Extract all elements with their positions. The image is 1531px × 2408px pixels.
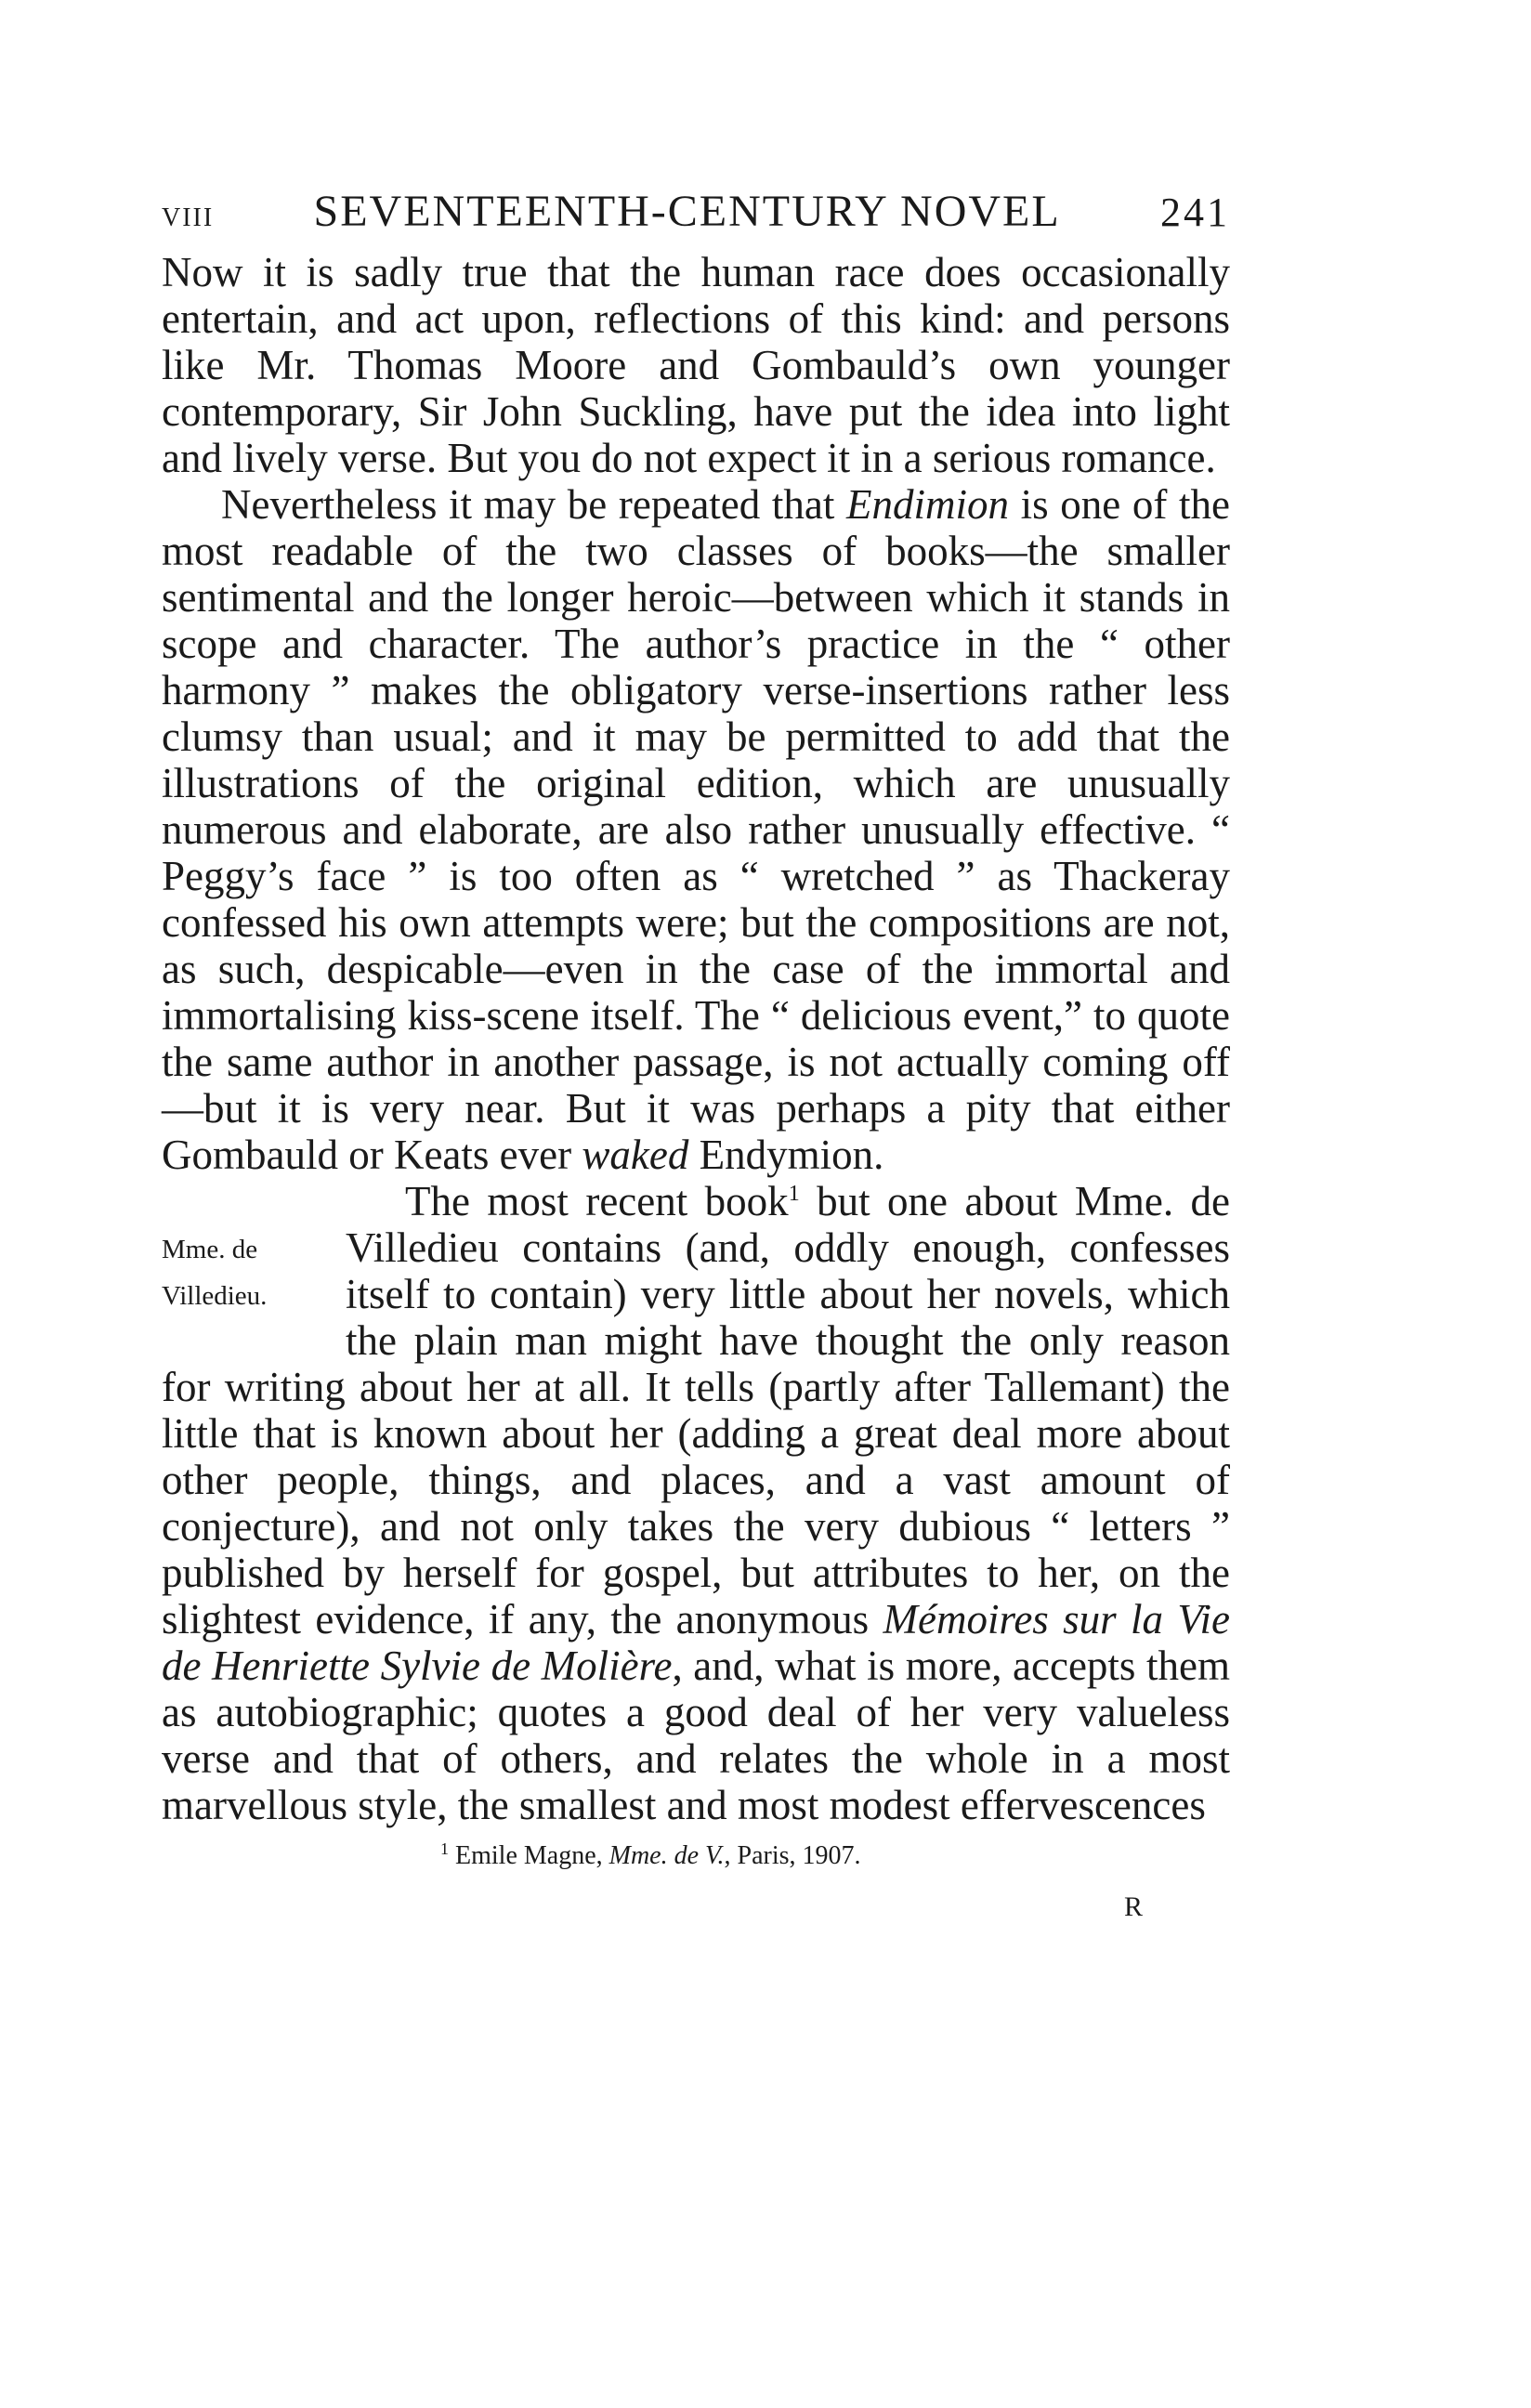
chapter-number: VIII <box>162 203 215 232</box>
footnote-title: Mme. de V. <box>608 1841 725 1870</box>
title-memoires: Mémoires sur la Vie de Henriette Sylvie de Molière <box>162 1596 1231 1689</box>
paragraph-3-text-b: but one about Mme. de Villedieu contains (and, oddly enough, confesses itself to contain) very little about her novels, which the plain man might have thought the only reason for writing about her at all. It tells (partly after Tallemant) the little that is known about her (adding a great deal more about other people, things, and places, and a vast amount of conjecture), and not only takes the very dubious “ letters ” published by herself for gospel, but attributes to her, on the slightest evidence, if any, the anonymous <box>162 1178 1230 1642</box>
margin-note-line-2: Villedieu. <box>162 1281 268 1311</box>
running-title: SEVENTEENTH-CENTURY NOVEL <box>313 187 1061 236</box>
paragraph-2-text-c: is one of the most readable of the two classes of books—the smaller sentimental and the longer heroic—between which it stands in scope and character. The author’s practice in the “ other harmony ” makes the obligatory verse-insertions rather less clumsy than usual; and it may be permitted to add that the illustrations of the original edition, which are unusually numerous and elaborate, are also rather unusually effective. “ Peggy’s face ” is too often as “ wretched ” as Thackeray confessed his own attempts were; but the compositions are not, as such, despicable—even in the case of the immortal and immortalising kiss-scene itself. The “ delicious event,” to quote the same author in another passage, is not actually coming off—but it is very near. But it was perhaps a pity that either Gombauld or Keats ever <box>162 481 1230 1178</box>
body-text <box>162 249 1230 1828</box>
book-page <box>162 186 1230 1923</box>
title-endimion: Endimion <box>846 481 1010 528</box>
paragraph-1: Now it is sadly true that the human race does occasionally entertain, and act upon, reflections of this kind: and persons like Mr. Thomas Moore and Gombauld’s own younger contemporary, Sir John Suckling, have put the idea into light and lively verse. But you do not expect it in a serious romance. <box>162 249 1230 481</box>
paragraph-2 <box>162 481 1230 1178</box>
signature-mark: R <box>1124 1891 1144 1922</box>
paragraph-3-text-d: , and, what is more, accepts them as autobiographic; quotes a good deal of her very valueless verse and that of others, and relates the whole in a most marvellous style, the smallest and most modest effervescences <box>162 1642 1231 1828</box>
footnote-reference: 1 <box>788 1182 800 1206</box>
running-header <box>162 186 1230 249</box>
margin-note <box>162 1178 346 1319</box>
footnote-marker: 1 <box>440 1839 449 1858</box>
footnote-text-a: Emile Magne, <box>449 1841 609 1870</box>
footnote <box>162 1839 1230 1873</box>
paragraph-3-text-a: The most recent book <box>405 1178 789 1224</box>
paragraph-2-text-e: Endymion. <box>688 1132 884 1178</box>
page-number: 241 <box>1159 190 1230 235</box>
emphasis-waked: waked <box>582 1132 689 1178</box>
margin-note-line-1: Mme. de <box>162 1235 258 1264</box>
paragraph-2-text-a: Nevertheless it may be repeated that <box>221 481 847 528</box>
footnote-text-c: , Paris, 1907. <box>724 1841 861 1870</box>
